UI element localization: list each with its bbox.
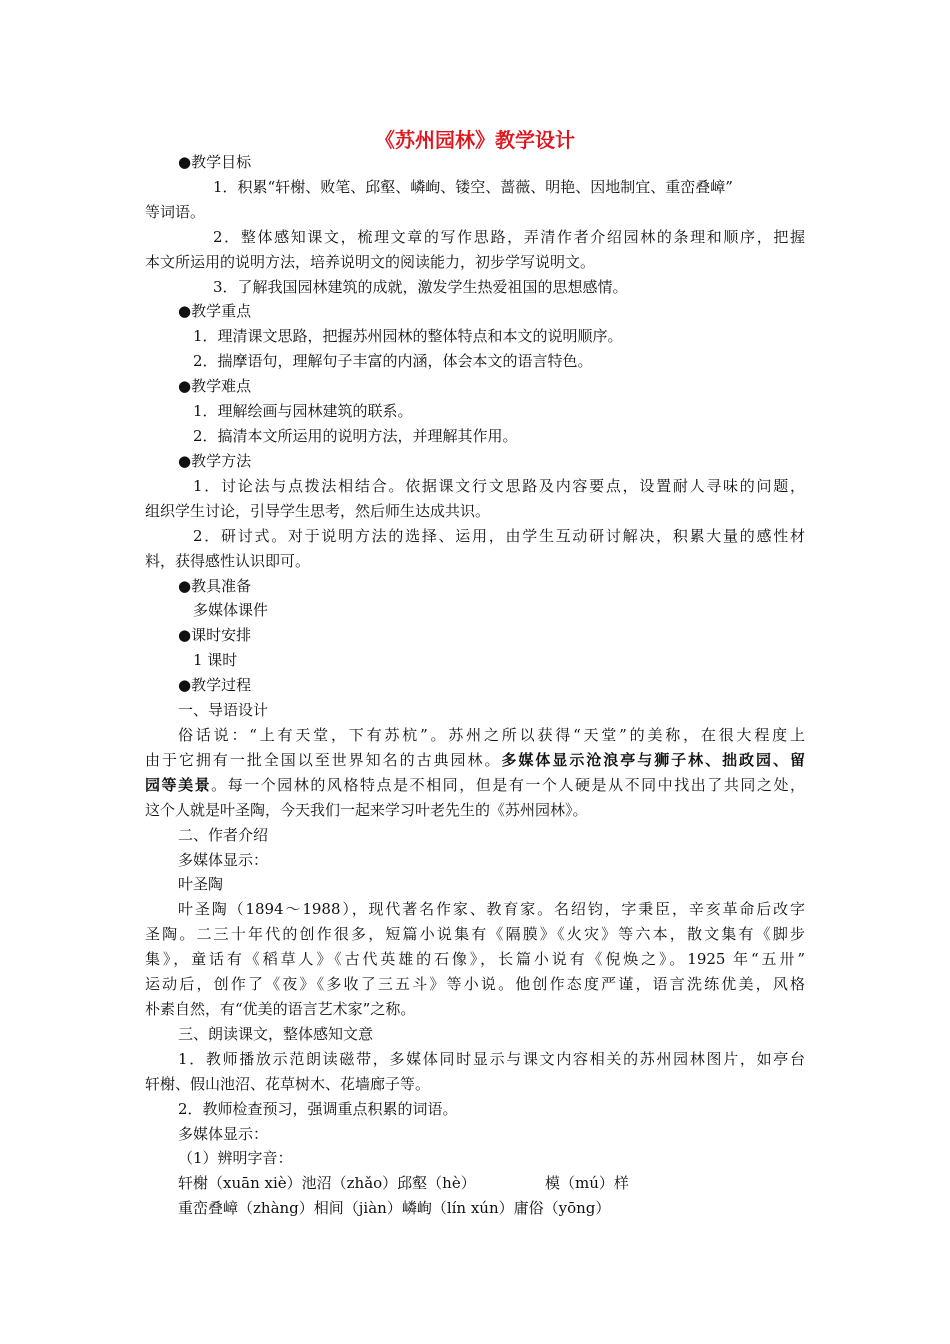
goal-2-line-2: 本文所运用的说明方法，培养说明文的阅读能力，初步学写说明文。 xyxy=(145,253,596,271)
document-title: 《苏州园林》教学设计 xyxy=(375,128,575,152)
tools-text: 多媒体课件 xyxy=(193,601,269,619)
author-bio-line-5: 朴素自然，有“优美的语言艺术家”之称。 xyxy=(145,1000,416,1018)
goal-1-line-1: 1．积累“轩榭、败笔、邱壑、嶙峋、镂空、蔷薇、明艳、因地制宜、重峦叠嶂” xyxy=(213,178,733,196)
difficulty-1: 1．理解绘画与园林建筑的联系。 xyxy=(193,402,413,420)
subheading-intro: 一、导语设计 xyxy=(178,701,269,719)
author-bio-line-4: 运动后，创作了《夜》《多收了三五斗》等小说。他创作态度严谨，语言洗练优美，风格 xyxy=(145,975,805,993)
author-media-label: 多媒体显示： xyxy=(178,851,269,869)
reading-step-1-line-2: 轩榭、假山池沼、花草树木、花墙廊子等。 xyxy=(145,1075,431,1093)
pronunciation-line-1-end: 模（mú）样 xyxy=(545,1174,629,1192)
goal-3: 3．了解我国园林建筑的成就，激发学生热爱祖国的思想感情。 xyxy=(213,278,628,296)
intro-emphasis: 多媒体显示沧浪亭与狮子林、拙政园、留 xyxy=(501,751,805,769)
author-name: 叶圣陶 xyxy=(178,875,224,893)
section-heading-schedule: ●课时安排 xyxy=(178,626,252,644)
pronunciation-heading: （1）辨明字音： xyxy=(178,1149,293,1167)
subheading-reading: 三、朗读课文，整体感知文意 xyxy=(178,1025,374,1043)
intro-line-3 xyxy=(145,775,805,795)
difficulty-2: 2．搞清本文所运用的说明方法，并理解其作用。 xyxy=(193,427,518,445)
section-heading-key-points: ●教学重点 xyxy=(178,302,252,320)
method-1-line-1: 1．讨论法与点拨法相结合。依据课文行文思路及内容要点，设置耐人寻味的问题， xyxy=(193,477,805,495)
pronunciation-line-1: 轩榭（xuān xiè）池沼（zhǎo）邱壑（hè） xyxy=(178,1174,476,1192)
section-heading-methods: ●教学方法 xyxy=(178,452,252,470)
intro-line-2 xyxy=(145,750,805,770)
subheading-author: 二、作者介绍 xyxy=(178,826,269,844)
intro-text: 由于它拥有一批全国以至世界知名的古典园林。 xyxy=(145,751,502,769)
intro-line-4: 这个人就是叶圣陶，今天我们一起来学习叶老先生的《苏州园林》。 xyxy=(145,801,588,819)
goal-2-line-1: 2．整体感知课文，梳理文章的写作思路，弄清作者介绍园林的条理和顺序，把握 xyxy=(213,228,805,246)
intro-line-1: 俗话说：“上有天堂，下有苏杭”。苏州之所以获得“天堂”的美称，在很大程度上 xyxy=(178,726,805,744)
author-bio-line-3: 集》，童话有《稻草人》《古代英雄的石像》，长篇小说有《倪焕之》。1925 年“五卅” xyxy=(145,950,805,968)
key-point-2: 2．揣摩语句，理解句子丰富的内涵，体会本文的语言特色。 xyxy=(193,352,593,370)
pronunciation-line-2: 重峦叠嶂（zhàng）相间（jiàn）嶙峋（lín xún）庸俗（yōng） xyxy=(178,1199,611,1217)
author-bio-line-2: 圣陶。二三十年代的创作很多，短篇小说集有《隔膜》《火灾》等六本，散文集有《脚步 xyxy=(145,925,805,943)
reading-step-1-line-1: 1．教师播放示范朗读磁带，多媒体同时显示与课文内容相关的苏州园林图片，如亭台 xyxy=(178,1050,805,1068)
section-heading-goals: ●教学目标 xyxy=(178,153,252,171)
intro-text-cont: 。每一个园林的风格特点是不相同，但是有一个人硬是从不同中找出了共同之处， xyxy=(211,776,805,794)
section-heading-difficulties: ●教学难点 xyxy=(178,377,252,395)
goal-1-line-2: 等词语。 xyxy=(145,203,206,221)
key-point-1: 1．理清课文思路，把握苏州园林的整体特点和本文的说明顺序。 xyxy=(193,327,623,345)
schedule-text: 1 课时 xyxy=(193,651,238,669)
reading-media-label: 多媒体显示： xyxy=(178,1125,269,1143)
section-heading-tools: ●教具准备 xyxy=(178,577,252,595)
section-heading-process: ●教学过程 xyxy=(178,676,252,694)
method-2-line-2: 料，获得感性认识即可。 xyxy=(145,552,311,570)
intro-emphasis-end: 园等美景 xyxy=(145,776,212,794)
method-2-line-1: 2．研讨式。对于说明方法的选择、运用，由学生互动研讨解决，积累大量的感性材 xyxy=(193,527,805,545)
author-bio-line-1: 叶圣陶（1894～1988），现代著名作家、教育家。名绍钧，字秉臣，辛亥革命后改字 xyxy=(178,900,805,918)
reading-step-2: 2．教师检查预习，强调重点积累的词语。 xyxy=(178,1100,458,1118)
method-1-line-2: 组织学生讨论，引导学生思考，然后师生达成共识。 xyxy=(145,502,491,520)
